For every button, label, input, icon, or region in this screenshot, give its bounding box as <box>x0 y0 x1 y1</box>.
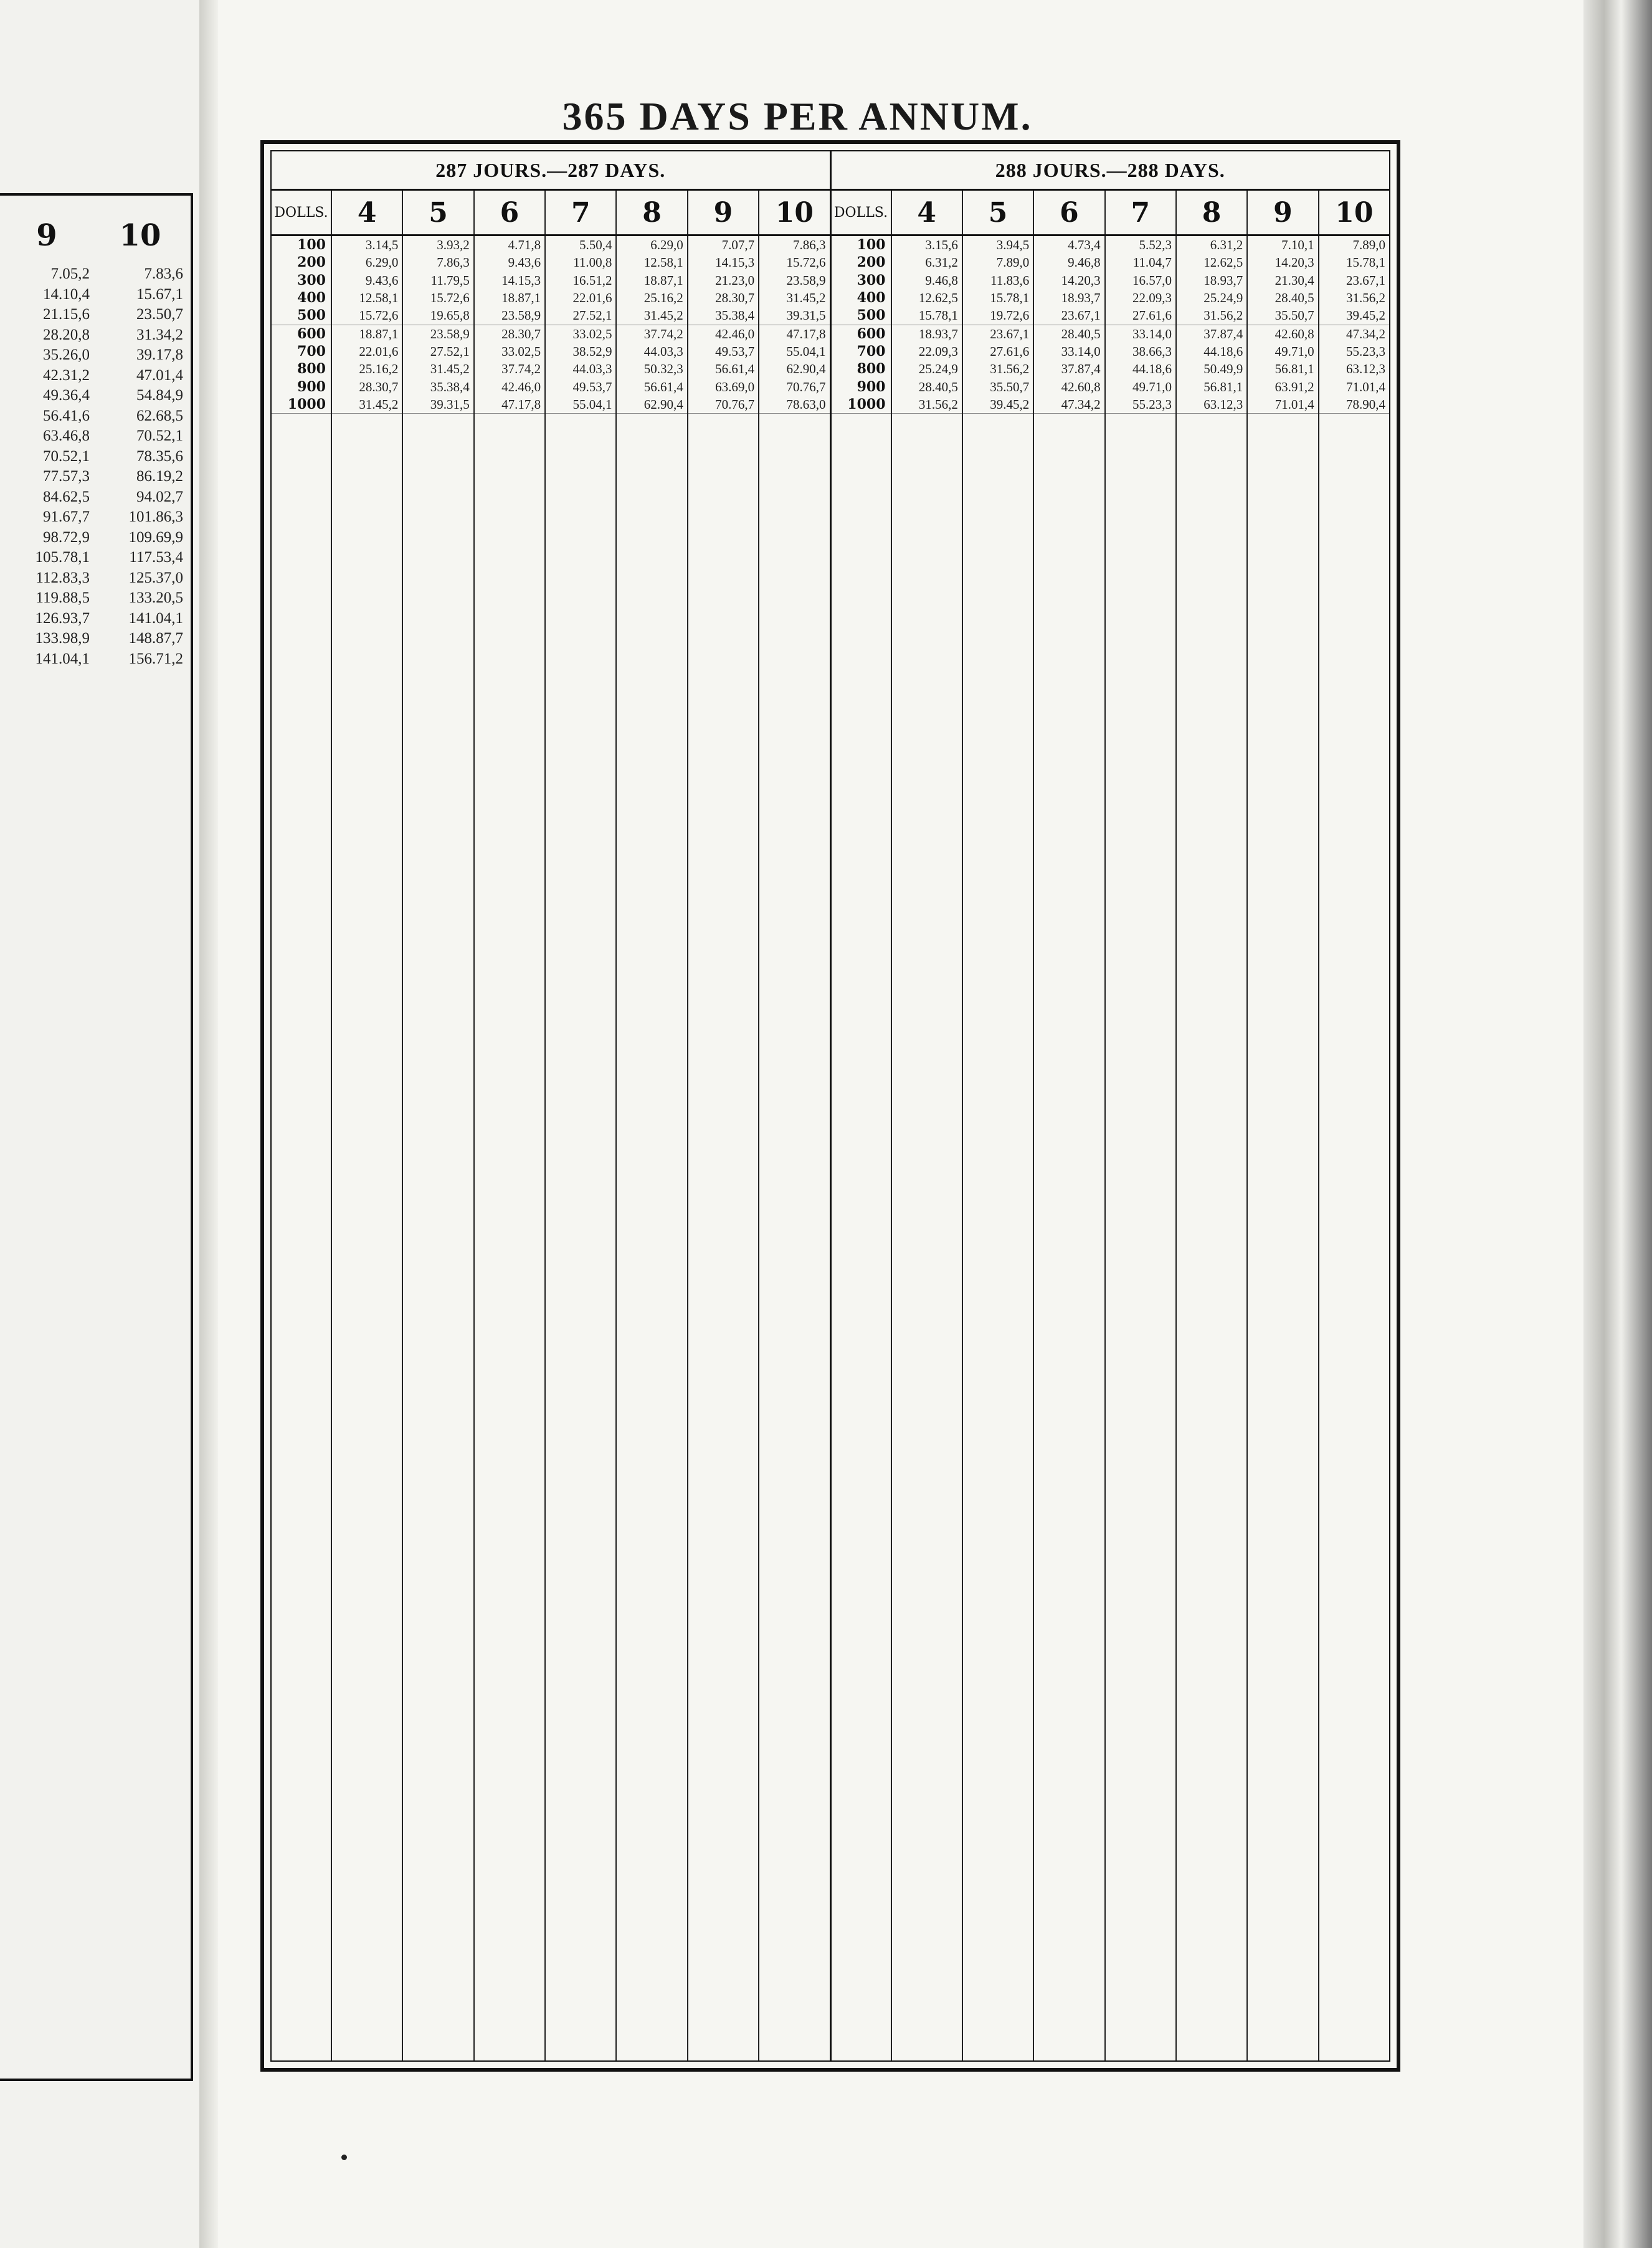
left-table-columns <box>2 264 189 669</box>
column-header-9: 9 <box>1246 191 1317 234</box>
interest-cell: 44.03,3 <box>643 344 683 360</box>
interest-cell: 56.81,1 <box>1275 361 1314 377</box>
value-column <box>758 236 829 2060</box>
interest-cell: 37.87,4 <box>1203 326 1243 341</box>
interest-cell: 5.52,3 <box>1139 237 1172 252</box>
interest-cell: 9.46,8 <box>1068 255 1101 270</box>
amount-cell: 300 <box>857 272 886 288</box>
interest-cell: 55.04,1 <box>786 344 826 360</box>
value-column <box>615 236 686 2060</box>
interest-cell: 44.18,6 <box>1203 344 1243 360</box>
interest-cell: 23.58,9 <box>786 272 826 288</box>
interest-cell: 49.71,0 <box>1275 344 1314 360</box>
interest-cell: 35.50,7 <box>990 379 1030 394</box>
interest-cell: 63.91,2 <box>1275 379 1314 394</box>
amount-cell: 500 <box>272 307 331 325</box>
interest-cell: 14.20,3 <box>1061 272 1101 288</box>
left-table-header <box>0 218 187 253</box>
interest-table-inner <box>270 150 1390 2062</box>
interest-cell: 42.60,8 <box>1061 379 1101 394</box>
column-header-8: 8 <box>1175 191 1246 234</box>
interest-cell: 23.58,9 <box>430 326 470 341</box>
column-header-4: 4 <box>331 191 402 234</box>
interest-cell: 22.09,3 <box>918 344 958 360</box>
interest-cell: 5.50,4 <box>579 237 612 252</box>
value-column <box>962 236 1033 2060</box>
interest-cell: 12.58,1 <box>359 290 399 306</box>
interest-cell: 38.66,3 <box>1132 344 1172 360</box>
left-cell: 86.19,2 <box>136 468 183 485</box>
value-column <box>687 236 758 2060</box>
left-cell: 117.53,4 <box>129 549 183 566</box>
interest-cell: 39.45,2 <box>963 396 1033 414</box>
interest-cell: 27.52,1 <box>430 344 470 360</box>
interest-cell: 18.93,7 <box>1061 290 1101 306</box>
interest-cell: 56.61,4 <box>643 379 683 394</box>
amount-cell: 100 <box>297 237 326 253</box>
interest-cell: 62.90,4 <box>786 361 826 377</box>
left-cell: 77.57,3 <box>43 468 90 485</box>
interest-cell: 11.79,5 <box>430 272 470 288</box>
interest-cell: 31.56,2 <box>1177 307 1246 325</box>
interest-cell: 31.45,2 <box>430 361 470 377</box>
page-title: 365 DAYS PER ANNUM. <box>562 94 1033 138</box>
interest-cell: 27.61,6 <box>990 344 1030 360</box>
interest-cell: 9.46,8 <box>925 272 958 288</box>
interest-cell: 15.72,6 <box>332 307 402 325</box>
left-cell: 126.93,7 <box>35 609 90 627</box>
amount-cell: 800 <box>857 361 886 378</box>
left-header-10: 10 <box>119 218 161 253</box>
interest-cell: 71.01,4 <box>1346 379 1386 394</box>
interest-cell: 28.40,5 <box>1061 326 1101 341</box>
left-cell: 141.04,1 <box>128 609 183 627</box>
interest-cell: 7.86,3 <box>437 255 470 270</box>
left-cell: 70.52,1 <box>43 447 90 465</box>
interest-cell: 22.01,6 <box>572 290 612 306</box>
column-header-5: 5 <box>402 191 473 234</box>
interest-cell: 42.46,0 <box>501 379 541 394</box>
interest-cell: 14.15,3 <box>715 255 755 270</box>
left-cell: 141.04,1 <box>35 650 90 667</box>
amount-cell: 400 <box>297 290 326 307</box>
interest-cell: 33.14,0 <box>1061 344 1101 360</box>
interest-cell: 55.04,1 <box>546 396 615 414</box>
interest-cell: 33.02,5 <box>572 326 612 341</box>
column-header-8: 8 <box>615 191 686 234</box>
interest-cell: 31.56,2 <box>892 396 962 414</box>
left-cell: 148.87,7 <box>128 630 183 647</box>
left-header-9: 9 <box>36 218 57 253</box>
left-cell: 14.10,4 <box>43 285 90 303</box>
interest-cell: 6.31,2 <box>1210 237 1243 252</box>
value-column <box>473 236 544 2060</box>
interest-cell: 12.62,5 <box>1203 255 1243 270</box>
amount-cell: 200 <box>857 254 886 271</box>
interest-cell: 25.16,2 <box>359 361 399 377</box>
interest-cell: 18.87,1 <box>359 326 399 341</box>
interest-cell: 22.09,3 <box>1132 290 1172 306</box>
interest-cell: 18.93,7 <box>1203 272 1243 288</box>
value-column <box>331 236 402 2060</box>
left-cell: 70.52,1 <box>136 427 183 444</box>
amount-cell: 200 <box>297 254 326 271</box>
interest-cell: 6.31,2 <box>925 255 958 270</box>
amount-cell: 600 <box>297 325 326 342</box>
left-cell: 28.20,8 <box>43 326 90 343</box>
amount-cell: 900 <box>297 378 326 395</box>
ink-speck <box>341 2155 347 2160</box>
interest-cell: 47.17,8 <box>475 396 544 414</box>
left-cell: 125.37,0 <box>128 569 183 586</box>
interest-cell: 47.34,2 <box>1346 326 1386 341</box>
interest-cell: 39.45,2 <box>1319 307 1389 325</box>
interest-cell: 3.93,2 <box>437 237 470 252</box>
amount-cell: 1000 <box>832 396 891 414</box>
interest-cell: 3.15,6 <box>925 237 958 252</box>
interest-cell: 11.00,8 <box>573 255 612 270</box>
interest-cell: 15.78,1 <box>990 290 1030 306</box>
left-cell: 112.83,3 <box>36 569 90 586</box>
left-cell: 101.86,3 <box>128 508 183 525</box>
interest-cell: 4.73,4 <box>1068 237 1101 252</box>
interest-cell: 27.52,1 <box>546 307 615 325</box>
interest-cell: 23.67,1 <box>990 326 1030 341</box>
interest-cell: 37.74,2 <box>643 326 683 341</box>
dolls-column <box>832 236 891 2060</box>
interest-cell: 35.50,7 <box>1248 307 1317 325</box>
column-header-10: 10 <box>758 191 829 234</box>
interest-cell: 4.71,8 <box>508 237 541 252</box>
interest-cell: 42.46,0 <box>715 326 755 341</box>
amount-cell: 700 <box>297 343 326 360</box>
column-header-4: 4 <box>891 191 962 234</box>
interest-cell: 39.31,5 <box>403 396 473 414</box>
interest-cell: 50.32,3 <box>643 361 683 377</box>
interest-cell: 31.56,2 <box>990 361 1030 377</box>
interest-cell: 6.29,0 <box>365 255 399 270</box>
interest-cell: 14.20,3 <box>1275 255 1314 270</box>
left-cell: 56.41,6 <box>43 407 90 424</box>
interest-cell: 9.43,6 <box>365 272 399 288</box>
interest-cell: 37.87,4 <box>1061 361 1101 377</box>
column-headers <box>272 191 830 236</box>
table-body <box>272 236 830 2060</box>
interest-cell: 62.90,4 <box>617 396 686 414</box>
interest-cell: 7.89,0 <box>1352 237 1386 252</box>
amount-cell: 1000 <box>272 396 331 414</box>
interest-cell: 33.14,0 <box>1132 326 1172 341</box>
value-column <box>1246 236 1317 2060</box>
value-column <box>1318 236 1389 2060</box>
left-cell: 54.84,9 <box>136 387 183 404</box>
interest-cell: 12.62,5 <box>918 290 958 306</box>
left-cell: 15.67,1 <box>136 285 183 303</box>
interest-cell: 50.49,9 <box>1203 361 1243 377</box>
interest-cell: 28.30,7 <box>715 290 755 306</box>
left-cell: 156.71,2 <box>128 650 183 667</box>
left-cell: 49.36,4 <box>43 387 90 404</box>
left-cell: 62.68,5 <box>136 407 183 424</box>
interest-table <box>260 140 1400 2072</box>
column-headers <box>832 191 1390 236</box>
interest-cell: 49.53,7 <box>715 344 755 360</box>
amount-cell: 300 <box>297 272 326 288</box>
amount-cell: 800 <box>297 361 326 378</box>
interest-cell: 63.12,3 <box>1177 396 1246 414</box>
interest-cell: 28.30,7 <box>359 379 399 394</box>
interest-cell: 21.30,4 <box>1275 272 1314 288</box>
amount-cell: 700 <box>857 343 886 360</box>
interest-cell: 18.87,1 <box>501 290 541 306</box>
interest-cell: 23.58,9 <box>475 307 544 325</box>
interest-cell: 25.24,9 <box>1203 290 1243 306</box>
interest-cell: 23.67,1 <box>1034 307 1104 325</box>
value-column <box>1104 236 1175 2060</box>
interest-cell: 18.93,7 <box>918 326 958 341</box>
interest-cell: 55.23,3 <box>1106 396 1175 414</box>
interest-cell: 39.31,5 <box>759 307 829 325</box>
left-cell: 42.31,2 <box>43 366 90 384</box>
interest-cell: 78.63,0 <box>759 396 829 414</box>
interest-cell: 9.43,6 <box>508 255 541 270</box>
left-cell: 47.01,4 <box>136 366 183 384</box>
dolls-header: DOLLS. <box>274 204 328 221</box>
interest-cell: 70.76,7 <box>786 379 826 394</box>
left-cell: 109.69,9 <box>128 528 183 546</box>
left-column-10 <box>96 264 189 669</box>
amount-cell: 500 <box>832 307 891 325</box>
interest-cell: 27.61,6 <box>1106 307 1175 325</box>
interest-cell: 35.38,4 <box>430 379 470 394</box>
amount-cell: 400 <box>857 290 886 307</box>
interest-cell: 44.18,6 <box>1132 361 1172 377</box>
column-header-6: 6 <box>473 191 544 234</box>
interest-cell: 6.29,0 <box>650 237 683 252</box>
panel-title: 288 JOURS.—288 DAYS. <box>832 151 1390 191</box>
interest-cell: 25.24,9 <box>918 361 958 377</box>
table-body <box>832 236 1390 2060</box>
interest-cell: 31.45,2 <box>617 307 686 325</box>
left-cell: 7.83,6 <box>144 265 183 282</box>
interest-cell: 55.23,3 <box>1346 344 1386 360</box>
interest-cell: 28.40,5 <box>918 379 958 394</box>
column-header-10: 10 <box>1318 191 1389 234</box>
value-column <box>891 236 962 2060</box>
interest-cell: 33.02,5 <box>501 344 541 360</box>
left-cell: 133.20,5 <box>128 589 183 606</box>
panel-287-days <box>272 151 830 2060</box>
left-cell: 63.46,8 <box>43 427 90 444</box>
interest-cell: 44.03,3 <box>572 361 612 377</box>
interest-cell: 71.01,4 <box>1248 396 1317 414</box>
panel-title: 287 JOURS.—287 DAYS. <box>272 151 830 191</box>
value-column <box>1033 236 1104 2060</box>
interest-cell: 21.23,0 <box>715 272 755 288</box>
interest-cell: 7.10,1 <box>1281 237 1314 252</box>
interest-cell: 42.60,8 <box>1275 326 1314 341</box>
interest-cell: 22.01,6 <box>359 344 399 360</box>
panel-288-days <box>830 151 1390 2060</box>
amount-cell: 900 <box>857 378 886 395</box>
interest-cell: 31.56,2 <box>1346 290 1386 306</box>
interest-cell: 18.87,1 <box>643 272 683 288</box>
left-cell: 133.98,9 <box>35 630 90 647</box>
interest-cell: 31.45,2 <box>786 290 826 306</box>
interest-cell: 15.78,1 <box>1346 255 1386 270</box>
book-gutter <box>199 0 218 2248</box>
column-header-5: 5 <box>962 191 1033 234</box>
interest-cell: 78.90,4 <box>1319 396 1389 414</box>
interest-cell: 12.58,1 <box>643 255 683 270</box>
left-cell: 7.05,2 <box>50 265 90 282</box>
interest-cell: 23.67,1 <box>1346 272 1386 288</box>
left-page <box>0 0 202 2248</box>
interest-cell: 19.72,6 <box>963 307 1033 325</box>
page-edges <box>1583 0 1652 2248</box>
interest-cell: 25.16,2 <box>643 290 683 306</box>
interest-cell: 15.78,1 <box>892 307 962 325</box>
interest-cell: 16.51,2 <box>572 272 612 288</box>
left-cell: 78.35,6 <box>136 447 183 465</box>
interest-cell: 28.40,5 <box>1275 290 1314 306</box>
interest-cell: 63.69,0 <box>715 379 755 394</box>
column-header-9: 9 <box>687 191 758 234</box>
interest-cell: 49.53,7 <box>572 379 612 394</box>
interest-cell: 11.83,6 <box>990 272 1030 288</box>
dolls-header: DOLLS. <box>833 204 888 221</box>
left-cell: 84.62,5 <box>43 488 90 505</box>
left-cell: 91.67,7 <box>43 508 90 525</box>
interest-cell: 15.72,6 <box>430 290 470 306</box>
left-cell: 39.17,8 <box>136 346 183 363</box>
interest-cell: 14.15,3 <box>501 272 541 288</box>
interest-cell: 47.17,8 <box>786 326 826 341</box>
interest-cell: 11.04,7 <box>1132 255 1172 270</box>
interest-cell: 7.89,0 <box>996 255 1030 270</box>
left-cell: 21.15,6 <box>43 306 90 323</box>
interest-cell: 35.38,4 <box>688 307 758 325</box>
interest-cell: 37.74,2 <box>501 361 541 377</box>
interest-cell: 7.86,3 <box>793 237 826 252</box>
left-cell: 94.02,7 <box>136 488 183 505</box>
amount-cell: 600 <box>857 325 886 342</box>
interest-cell: 28.30,7 <box>501 326 541 341</box>
left-cell: 35.26,0 <box>43 346 90 363</box>
interest-cell: 19.65,8 <box>403 307 473 325</box>
interest-cell: 63.12,3 <box>1346 361 1386 377</box>
column-header-7: 7 <box>1104 191 1175 234</box>
left-cell: 23.50,7 <box>136 306 183 323</box>
interest-cell: 31.45,2 <box>332 396 402 414</box>
interest-cell: 49.71,0 <box>1132 379 1172 394</box>
interest-cell: 56.61,4 <box>715 361 755 377</box>
interest-cell: 3.14,5 <box>365 237 399 252</box>
interest-cell: 16.57,0 <box>1132 272 1172 288</box>
interest-cell: 56.81,1 <box>1203 379 1243 394</box>
interest-cell: 3.94,5 <box>996 237 1030 252</box>
interest-cell: 7.07,7 <box>721 237 755 252</box>
left-cell: 119.88,5 <box>36 589 90 606</box>
value-column <box>1175 236 1246 2060</box>
interest-cell: 15.72,6 <box>786 255 826 270</box>
amount-cell: 100 <box>857 237 886 253</box>
value-column <box>544 236 615 2060</box>
interest-cell: 70.76,7 <box>688 396 758 414</box>
left-cell: 105.78,1 <box>35 549 90 566</box>
column-header-6: 6 <box>1033 191 1104 234</box>
interest-cell: 47.34,2 <box>1034 396 1104 414</box>
left-column-9 <box>2 264 96 669</box>
column-header-7: 7 <box>544 191 615 234</box>
value-column <box>402 236 473 2060</box>
left-cell: 98.72,9 <box>43 528 90 546</box>
dolls-column <box>272 236 331 2060</box>
interest-cell: 38.52,9 <box>572 344 612 360</box>
left-table-fragment <box>0 193 193 2081</box>
left-cell: 31.34,2 <box>136 326 183 343</box>
